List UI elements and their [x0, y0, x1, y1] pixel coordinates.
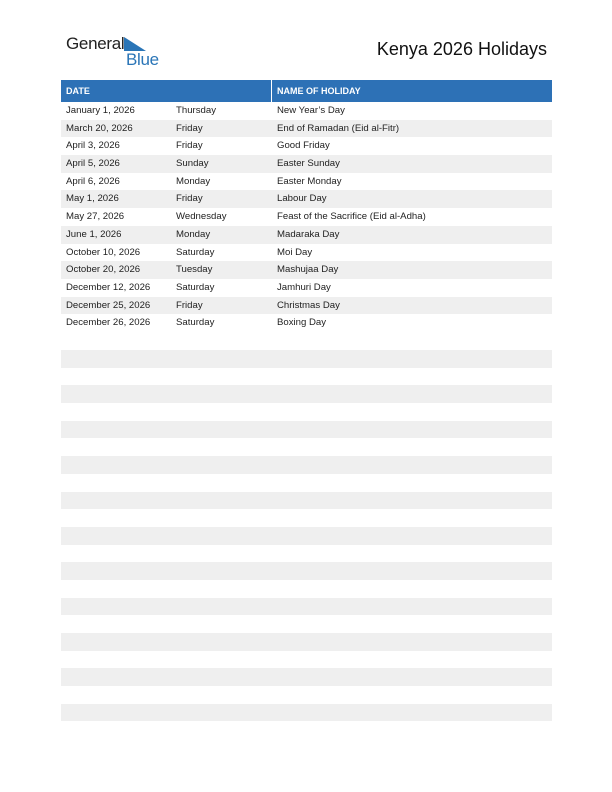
- header-date: DATE: [66, 86, 90, 96]
- holiday-table: [61, 80, 552, 332]
- table-row: [61, 297, 552, 315]
- empty-row: [61, 668, 552, 686]
- table-row: [61, 244, 552, 262]
- row-weekday: Monday: [176, 175, 211, 187]
- empty-rows: [61, 350, 552, 739]
- empty-row: [61, 704, 552, 722]
- row-date: December 12, 2026: [66, 281, 151, 293]
- empty-row: [61, 527, 552, 545]
- row-weekday: Thursday: [176, 105, 216, 116]
- row-weekday: Friday: [176, 299, 203, 311]
- row-date: March 20, 2026: [66, 122, 133, 134]
- row-weekday: Friday: [176, 122, 203, 134]
- generalblue-logo: [66, 34, 159, 69]
- row-date: April 6, 2026: [66, 175, 120, 187]
- row-weekday: Tuesday: [176, 264, 213, 276]
- row-weekday: Wednesday: [176, 211, 227, 223]
- row-weekday: Friday: [176, 193, 203, 205]
- row-weekday: Saturday: [176, 281, 215, 293]
- row-weekday: Friday: [176, 140, 203, 152]
- row-date: April 5, 2026: [66, 158, 120, 170]
- row-holiday-name: End of Ramadan (Eid al-Fitr): [277, 122, 400, 134]
- row-holiday-name: Jamhuri Day: [277, 281, 331, 293]
- empty-row: [61, 598, 552, 616]
- empty-row: [61, 456, 552, 474]
- row-holiday-name: Easter Sunday: [277, 158, 340, 170]
- row-date: May 27, 2026: [66, 211, 125, 223]
- row-date: May 1, 2026: [66, 193, 119, 205]
- row-holiday-name: Madaraka Day: [277, 228, 340, 240]
- table-row: [61, 155, 552, 173]
- row-date: June 1, 2026: [66, 228, 122, 240]
- row-holiday-name: Feast of the Sacrifice (Eid al-Adha): [277, 211, 426, 223]
- empty-row: [61, 633, 552, 651]
- empty-row: [61, 492, 552, 510]
- table-row: [61, 261, 552, 279]
- row-holiday-name: Easter Monday: [277, 175, 342, 187]
- row-date: October 10, 2026: [66, 246, 141, 258]
- row-holiday-name: Labour Day: [277, 193, 327, 205]
- row-holiday-name: Moi Day: [277, 246, 313, 258]
- table-row: [61, 314, 552, 332]
- empty-row: [61, 385, 552, 403]
- header-holiday-name: NAME OF HOLIDAY: [277, 86, 361, 96]
- row-date: October 20, 2026: [66, 264, 141, 276]
- row-date: January 1, 2026: [66, 105, 135, 116]
- row-holiday-name: Christmas Day: [277, 299, 340, 311]
- header-divider: [271, 80, 272, 102]
- logo-triangle-icon: [124, 37, 146, 51]
- page-title: Kenya 2026 Holidays: [376, 39, 547, 59]
- logo-text-general: General: [66, 34, 125, 53]
- table-row: [61, 208, 552, 226]
- table-row: [61, 173, 552, 191]
- row-weekday: Saturday: [176, 246, 215, 258]
- table-body: [61, 102, 552, 332]
- row-weekday: Saturday: [176, 317, 215, 329]
- table-row: [61, 279, 552, 297]
- table-row: [61, 102, 552, 120]
- empty-row: [61, 421, 552, 439]
- row-date: December 25, 2026: [66, 299, 151, 311]
- table-row: [61, 120, 552, 138]
- row-weekday: Sunday: [176, 158, 209, 170]
- logo-text-blue: Blue: [126, 50, 159, 69]
- row-date: December 26, 2026: [66, 317, 151, 329]
- row-holiday-name: New Year’s Day: [277, 105, 345, 116]
- table-row: [61, 190, 552, 208]
- table-row: [61, 137, 552, 155]
- empty-row: [61, 562, 552, 580]
- row-holiday-name: Mashujaa Day: [277, 264, 339, 276]
- empty-row: [61, 350, 552, 368]
- row-holiday-name: Good Friday: [277, 140, 330, 152]
- row-holiday-name: Boxing Day: [277, 317, 327, 329]
- row-date: April 3, 2026: [66, 140, 120, 152]
- table-header: [61, 80, 552, 102]
- table-row: [61, 226, 552, 244]
- row-weekday: Monday: [176, 228, 211, 240]
